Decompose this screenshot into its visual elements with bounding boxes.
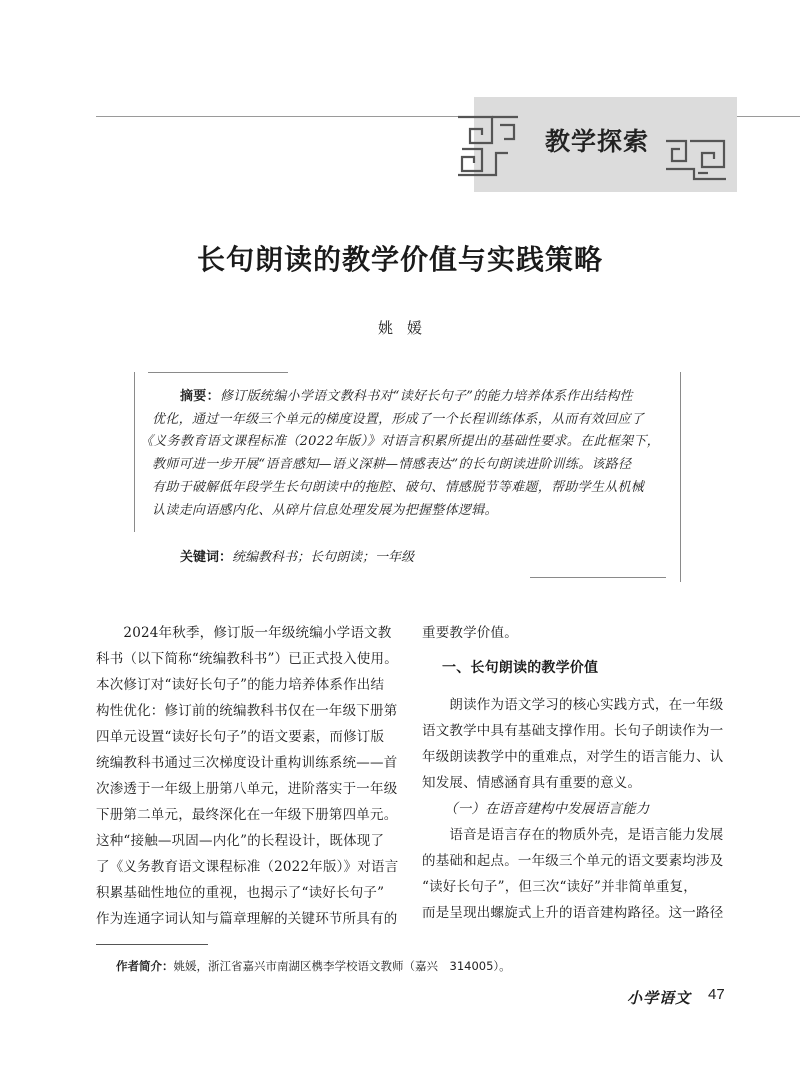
abstract-rule-top — [148, 372, 288, 373]
subsection-heading: （一）在语音建构中发展语言能力 — [444, 801, 650, 817]
page-number: 47 — [708, 986, 725, 1003]
body-line: 的基础和起点。一年级三个单元的语文要素均涉及 — [422, 853, 724, 869]
abstract-rule-right — [680, 372, 681, 582]
body-line: 年级朗读教学中的重难点，对学生的语言能力、认 — [422, 749, 724, 765]
body-line: 知发展、情感涵育具有重要的意义。 — [422, 775, 642, 791]
journal-logo: 小学语文 — [627, 989, 692, 1007]
body-line: 统编教科书通过三次梯度设计重构训练系统——首 — [96, 755, 398, 771]
footnote-rule — [96, 944, 208, 945]
abstract-line: 有助于破解低年段学生长句朗读中的拖腔、破句、情感脱节等难题，帮助学生从机械 — [152, 479, 645, 495]
header-rule-right — [737, 116, 800, 117]
author-name: 姚媛 — [377, 319, 436, 337]
abstract-label: 摘要： — [180, 389, 220, 404]
body-line: 科书（以下简称“统编教科书”）已正式投入使用。 — [96, 651, 398, 667]
body-line: “读好长句子”，但三次“读好”并非简单重复， — [422, 879, 698, 895]
keywords — [180, 546, 414, 565]
footnote-text: 姚媛，浙江省嘉兴市南湖区槜李学校语文教师（嘉兴 314005）。 — [173, 959, 511, 973]
body-line: 下册第二单元，最终深化在一年级下册第四单元。 — [96, 807, 398, 823]
body-line: 重要教学价值。 — [422, 625, 518, 641]
abstract-line: 摘要：修订版统编小学语文教科书对“读好长句子”的能力培养体系作出结构性 — [180, 389, 633, 404]
fret-ornament-icon-right — [664, 137, 728, 183]
body-line: 构性优化：修订前的统编教科书仅在一年级下册第 — [96, 703, 398, 719]
keywords-text: 统编教科书；长句朗读；一年级 — [232, 550, 415, 565]
abstract-rule-left — [134, 372, 135, 532]
fret-ornament-icon — [456, 113, 520, 183]
body-line: 朗读作为语文学习的核心实践方式，在一年级 — [422, 697, 724, 713]
article-title: 长句朗读的教学价值与实践策略 — [196, 243, 603, 276]
footnote-label: 作者简介： — [116, 959, 174, 973]
body-line: 积累基础性地位的重视，也揭示了“读好长句子” — [96, 885, 385, 901]
body-column-right — [422, 620, 730, 926]
section-heading-1: 一、长句朗读的教学价值 — [442, 660, 599, 676]
abstract-rule-bottom — [530, 577, 666, 578]
abstract-line: 优化，通过一年级三个单元的梯度设置，形成了一个长程训练体系，从而有效回应了 — [152, 411, 645, 427]
abstract — [140, 386, 670, 522]
abstract-line: 认读走向语感内化、从碎片信息处理发展为把握整体逻辑。 — [152, 502, 498, 518]
header-rule — [96, 116, 474, 117]
body-line: 本次修订对“读好长句子”的能力培养体系作出结 — [96, 677, 385, 693]
abstract-line: 《义务教育语文课程标准（2022年版）》对语言积累所提出的基础性要求。在此框架下， — [140, 434, 660, 450]
abstract-line: 教师可进一步开展“语音感知—语义深耕—情感表达”的长句朗读进阶训练。该路径 — [152, 457, 632, 473]
body-line: 这种“接触—巩固—内化”的长程设计，既体现了 — [96, 833, 385, 849]
body-line: 次渗透于一年级上册第八单元，进阶落实于一年级 — [96, 781, 398, 797]
body-line: 语文教学中具有基础支撑作用。长句子朗读作为一 — [422, 723, 724, 739]
author-footnote — [116, 958, 511, 974]
body-line: 语音是语言存在的物质外壳，是语言能力发展 — [422, 827, 724, 843]
body-line: 作为连通字词认知与篇章理解的关键环节所具有的 — [96, 911, 398, 927]
body-line: 了《义务教育语文课程标准（2022年版）》对语言 — [96, 859, 399, 875]
body-line: 2024年秋季，修订版一年级统编小学语文教 — [96, 625, 392, 641]
body-line: 而是呈现出螺旋式上升的语音建构路径。这一路径 — [422, 905, 724, 921]
body-column-left — [96, 620, 404, 932]
section-label: 教学探索 — [545, 127, 650, 156]
keywords-label: 关键词： — [180, 550, 233, 565]
body-line: 四单元设置“读好长句子”的语文要素，而修订版 — [96, 729, 385, 745]
